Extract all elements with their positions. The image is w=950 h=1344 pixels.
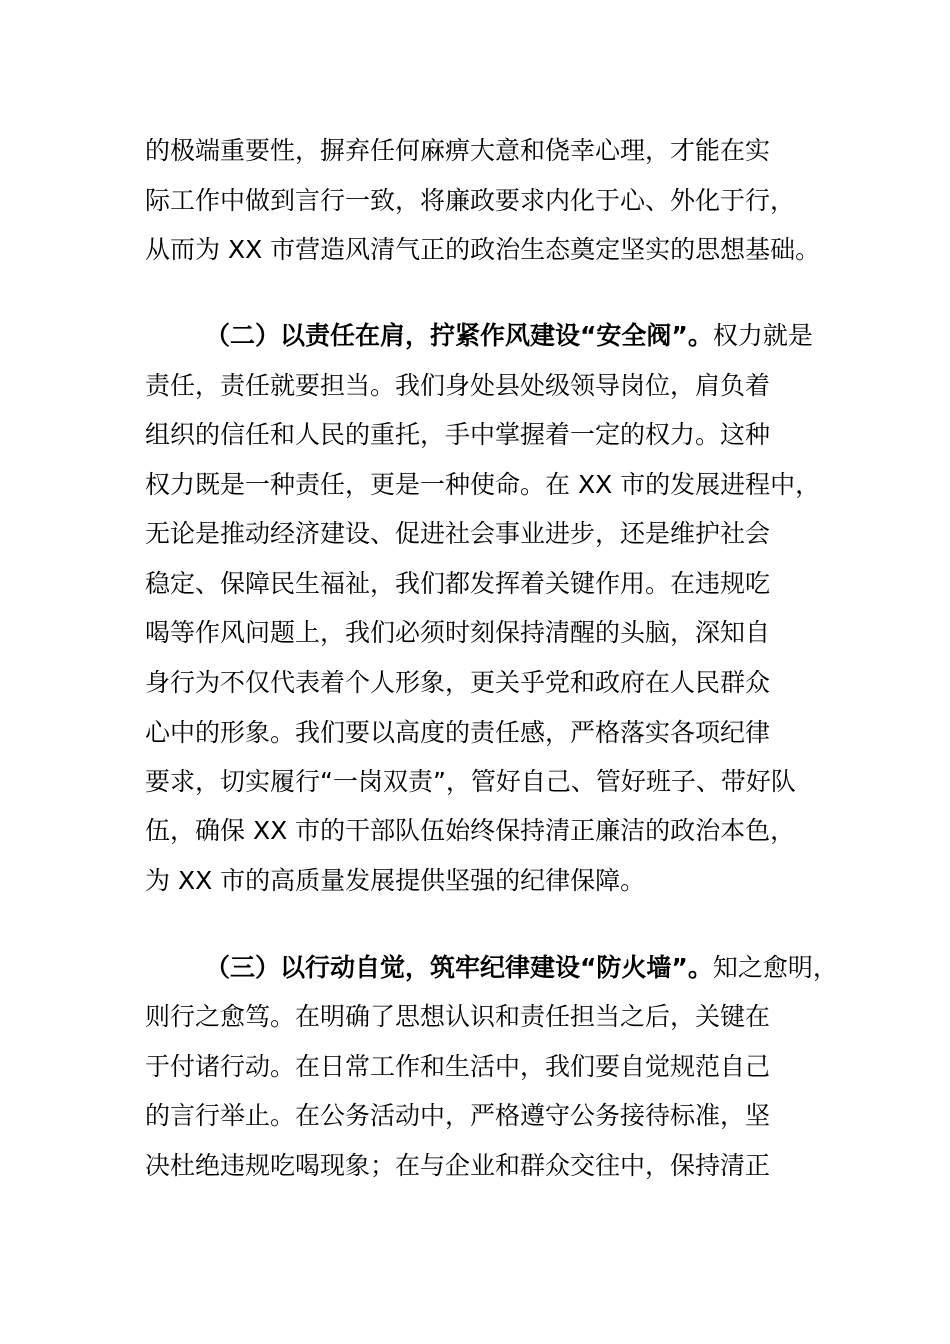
paragraph-line: 权力既是一种责任，更是一种使命。在 XX 市的发展进程中， — [145, 470, 821, 499]
paragraph-line: 从而为 XX 市营造风清气正的政治生态奠定坚实的思想基础。 — [145, 235, 821, 264]
paragraph-line: 要求，切实履行“一岗双责”，管好自己、管好班子、带好队 — [145, 767, 796, 796]
paragraph-line: 无论是推动经济建设、促进社会事业进步，还是维护社会 — [145, 519, 771, 548]
paragraph-line: 于付诸行动。在日常工作和生活中，我们要自觉规范自己 — [145, 1052, 771, 1081]
paragraph-line: 稳定、保障民生福祉，我们都发挥着关键作用。在违规吃 — [145, 569, 771, 598]
paragraph-line: 的言行举止。在公务活动中，严格遵守公务接待标准，坚 — [145, 1101, 771, 1130]
paragraph-line: 为 XX 市的高质量发展提供坚强的纪律保障。 — [145, 866, 646, 895]
section-2-heading: （二）以责任在肩，拧紧作风建设“安全阀”。 — [205, 321, 713, 350]
paragraph-line: 际工作中做到言行一致，将廉政要求内化于心、外化于行， — [145, 186, 796, 215]
section-2-lead-text: 权力就是 — [712, 321, 813, 350]
paragraph-line: 喝等作风问题上，我们必须时刻保持清醒的头脑，深知自 — [145, 618, 771, 647]
paragraph-line: 的极端重要性，摒弃任何麻痹大意和侥幸心理，才能在实 — [145, 136, 771, 165]
paragraph-line: 心中的形象。我们要以高度的责任感，严格落实各项纪律 — [145, 718, 771, 747]
paragraph-line: 组织的信任和人民的重托，手中掌握着一定的权力。这种 — [145, 420, 771, 449]
section-3-first-line — [205, 948, 845, 988]
paragraph-line: 则行之愈笃。在明确了思想认识和责任担当之后，关键在 — [145, 1002, 771, 1031]
paragraph-line: 责任，责任就要担当。我们身处县处级领导岗位，肩负着 — [145, 371, 771, 400]
section-2-first-line — [205, 316, 845, 356]
section-3-heading: （三）以行动自觉，筑牢纪律建设“防火墙”。 — [205, 953, 713, 982]
paragraph-line: 身行为不仅代表着个人形象，更关乎党和政府在人民群众 — [145, 668, 771, 697]
section-3-lead-text: 知之愈明， — [712, 953, 838, 982]
paragraph-line: 伍，确保 XX 市的干部队伍始终保持清正廉洁的政治本色， — [145, 816, 796, 845]
paragraph-line: 决杜绝违规吃喝现象；在与企业和群众交往中，保持清正 — [145, 1151, 771, 1180]
